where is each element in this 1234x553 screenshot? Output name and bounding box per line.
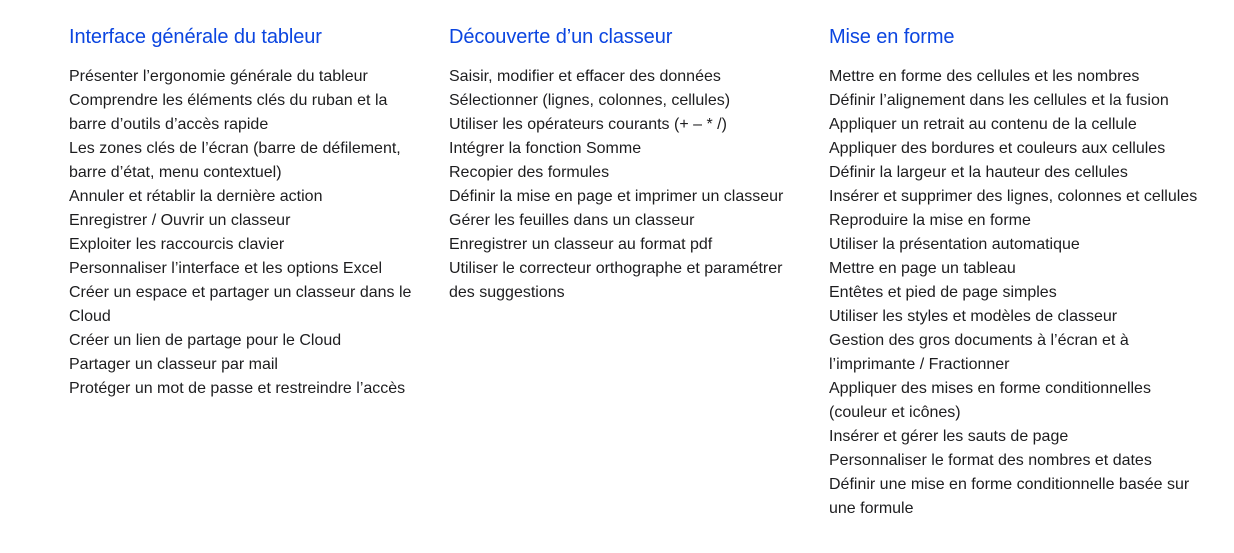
list-item: Personnaliser le format des nombres et dates xyxy=(829,452,1152,469)
list-item: Définir l’alignement dans les cellules et la fusion xyxy=(829,92,1169,109)
column-mise-en-forme xyxy=(829,22,1209,521)
list-item: Utiliser le correcteur orthographe et paramétrer des suggestions xyxy=(449,260,783,301)
list-item: Définir la mise en page et imprimer un classeur xyxy=(449,188,784,205)
list-item: Sélectionner (lignes, colonnes, cellules) xyxy=(449,92,731,109)
list-item: Appliquer un retrait au contenu de la cellule xyxy=(829,116,1137,133)
list-item: Les zones clés de l’écran (barre de défilement, barre d’état, menu contextuel) xyxy=(69,140,401,181)
list-item: Gérer les feuilles dans un classeur xyxy=(449,212,695,229)
list-item: Entêtes et pied de page simples xyxy=(829,284,1057,301)
list-item: Appliquer des mises en forme conditionnelles (couleur et icônes) xyxy=(829,380,1151,421)
list-item: Gestion des gros documents à l’écran et à l’imprimante / Fractionner xyxy=(829,332,1129,373)
list-item: Insérer et gérer les sauts de page xyxy=(829,428,1069,445)
list-item: Exploiter les raccourcis clavier xyxy=(69,236,285,253)
list-item: Créer un espace et partager un classeur dans le Cloud xyxy=(69,284,412,325)
list-item: Appliquer des bordures et couleurs aux cellules xyxy=(829,140,1166,157)
list-item: Mettre en page un tableau xyxy=(829,260,1016,277)
column-interface xyxy=(69,22,429,401)
list-item: Enregistrer / Ouvrir un classeur xyxy=(69,212,291,229)
item-list xyxy=(449,65,809,305)
item-list xyxy=(69,65,429,401)
list-item: Présenter l’ergonomie générale du tableur xyxy=(69,68,368,85)
item-list xyxy=(829,65,1209,521)
list-item: Annuler et rétablir la dernière action xyxy=(69,188,323,205)
list-item: Reproduire la mise en forme xyxy=(829,212,1031,229)
list-item: Recopier des formules xyxy=(449,164,610,181)
list-item: Mettre en forme des cellules et les nombres xyxy=(829,68,1140,85)
list-item: Insérer et supprimer des lignes, colonnes et cellules xyxy=(829,188,1198,205)
column-title: Interface générale du tableur xyxy=(69,26,322,48)
list-item: Définir la largeur et la hauteur des cellules xyxy=(829,164,1128,181)
list-item: Enregistrer un classeur au format pdf xyxy=(449,236,713,253)
list-item: Intégrer la fonction Somme xyxy=(449,140,642,157)
column-title: Découverte d’un classeur xyxy=(449,26,673,48)
list-item: Définir une mise en forme conditionnelle basée sur une formule xyxy=(829,476,1190,517)
list-item: Utiliser les styles et modèles de classeur xyxy=(829,308,1118,325)
list-item: Protéger un mot de passe et restreindre l’accès xyxy=(69,380,406,397)
column-title: Mise en forme xyxy=(829,26,955,48)
list-item: Partager un classeur par mail xyxy=(69,356,278,373)
list-item: Personnaliser l’interface et les options Excel xyxy=(69,260,383,277)
list-item: Utiliser la présentation automatique xyxy=(829,236,1080,253)
list-item: Créer un lien de partage pour le Cloud xyxy=(69,332,342,349)
list-item: Comprendre les éléments clés du ruban et la barre d’outils d’accès rapide xyxy=(69,92,388,133)
list-item: Saisir, modifier et effacer des données xyxy=(449,68,721,85)
column-decouverte xyxy=(449,22,809,305)
list-item: Utiliser les opérateurs courants (+ – * /) xyxy=(449,116,727,133)
